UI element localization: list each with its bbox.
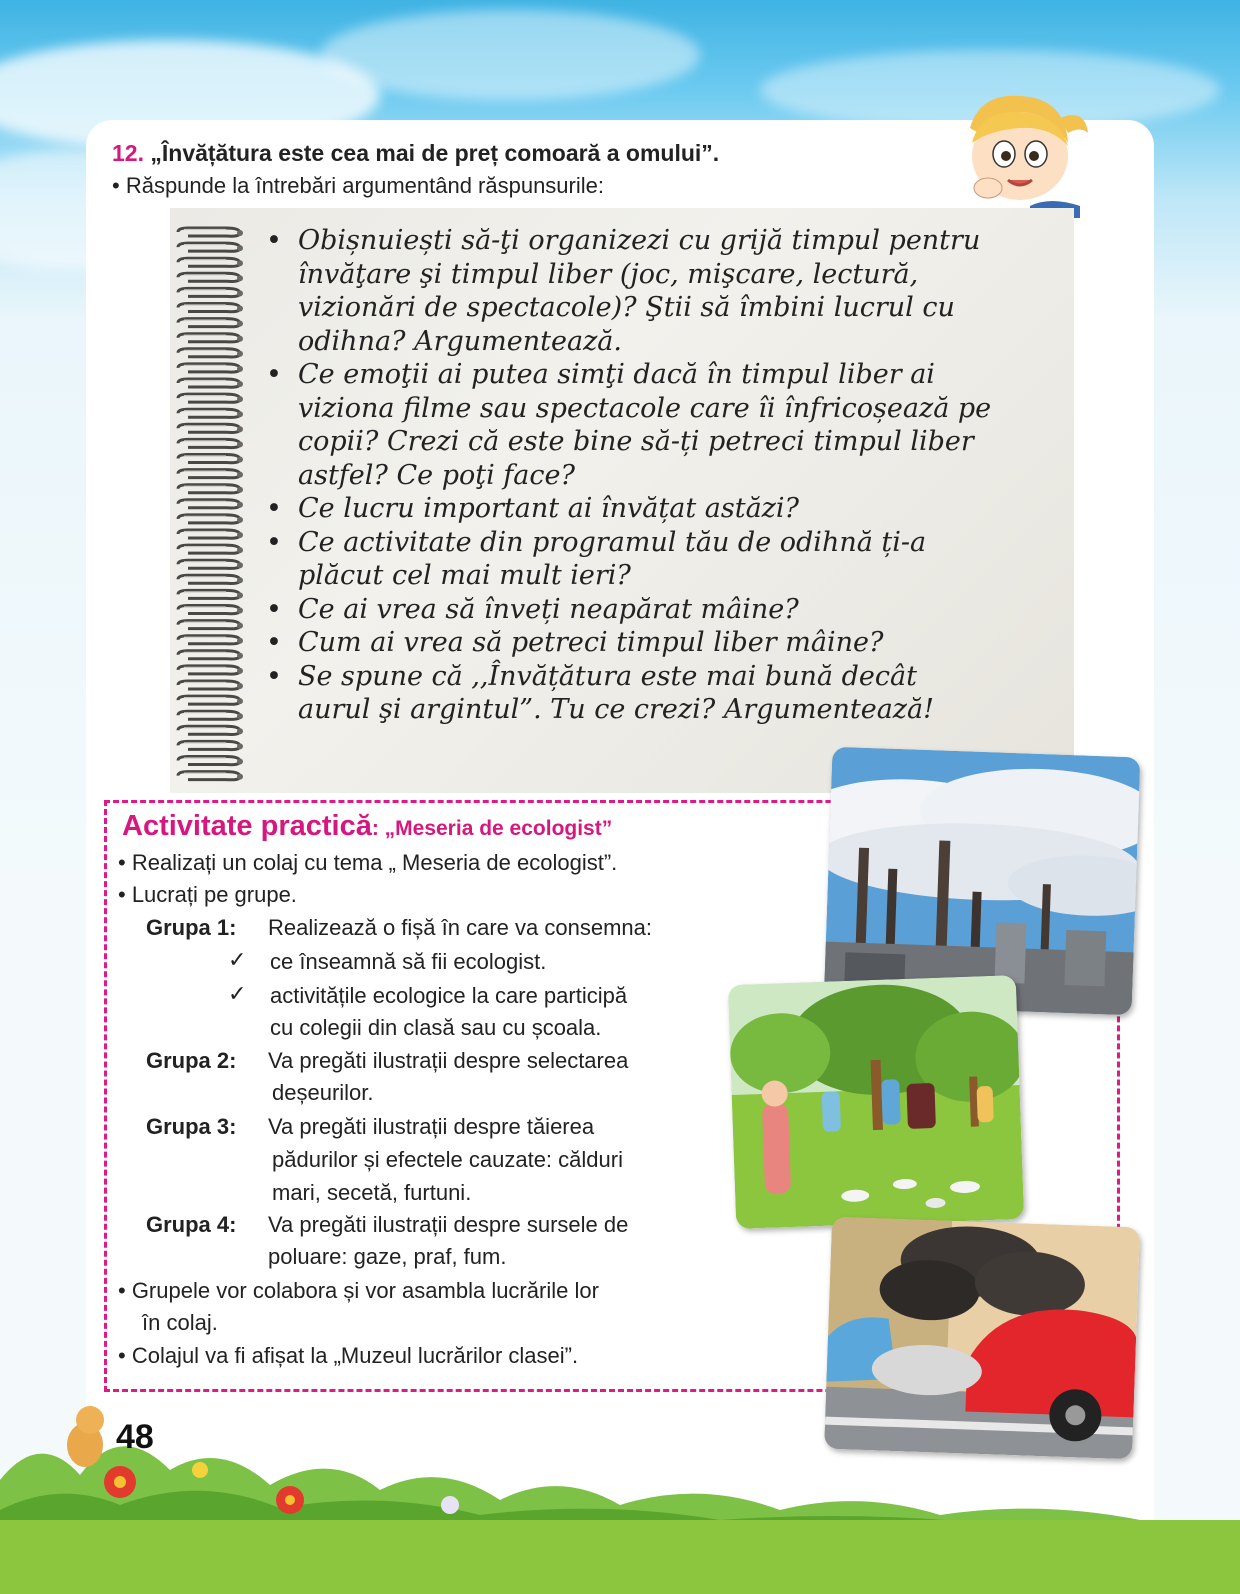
- activity-bullet: • Grupele vor colabora și vor asambla lucrările lor: [118, 1278, 599, 1303]
- spiral-ring: [178, 258, 243, 266]
- spiral-ring: [178, 424, 243, 432]
- spiral-ring: [178, 651, 243, 659]
- spiral-ring: [178, 560, 243, 568]
- check-text: ce înseamnă să fii ecologist.: [270, 949, 547, 974]
- group-text: mari, secetă, furtuni.: [272, 1180, 472, 1205]
- question-list: [262, 224, 1052, 727]
- children-cleaning-park-illustration: [728, 975, 1024, 1229]
- notebook-spiral: [174, 222, 250, 782]
- question-item: [262, 526, 1052, 593]
- group-text: Va pregăti ilustrații despre sursele de: [268, 1212, 629, 1237]
- spiral-ring: [178, 575, 243, 583]
- spiral-ring: [178, 666, 243, 674]
- spiral-ring: [178, 621, 243, 629]
- spiral-ring: [178, 349, 243, 357]
- footer-green-bar: [0, 1520, 1240, 1594]
- spiral-ring: [178, 409, 243, 417]
- activity-bullet: • Lucrați pe grupe.: [118, 882, 297, 907]
- spiral-ring: [178, 455, 243, 463]
- question-line: • Cum ai vrea să petreci timpul liber mâine?: [298, 627, 884, 658]
- question-item: [262, 224, 1052, 358]
- check-icon: ✓: [228, 947, 247, 972]
- exercise-instruction: • Răspunde la întrebări argumentând răspunsurile:: [112, 173, 604, 198]
- spiral-ring: [178, 243, 243, 251]
- activity-bullet: • Realizați un colaj cu tema „ Meseria de ecologist”.: [118, 850, 618, 875]
- spiral-ring: [178, 772, 243, 780]
- activity-title-sub: : „Meseria de ecologist”: [371, 817, 613, 840]
- exercise-number: 12.: [112, 140, 144, 166]
- question-line: aurul şi argintul”. Tu ce crezi? Argumentează!: [298, 694, 934, 725]
- question-item: [262, 593, 1052, 627]
- spiral-ring: [178, 485, 243, 493]
- group-label: Grupa 2:: [146, 1048, 237, 1073]
- group-label: Grupa 3:: [146, 1114, 237, 1139]
- question-line: odihna? Argumentează.: [298, 325, 622, 357]
- question-line: vizionări de spectacole)? Ştii să îmbini lucrul cu: [298, 292, 955, 323]
- check-text: activitățile ecologice la care participă: [270, 983, 628, 1008]
- cloud: [320, 10, 700, 100]
- spiral-ring: [178, 636, 243, 644]
- factory-pollution-photo: [824, 747, 1141, 1016]
- girl-illustration: [940, 88, 1090, 218]
- spiral-ring: [178, 439, 243, 447]
- group-label: Grupa 1:: [146, 915, 237, 940]
- spiral-ring: [178, 590, 243, 598]
- spiral-ring: [178, 741, 243, 749]
- spiral-ring: [178, 711, 243, 719]
- check-icon: ✓: [228, 981, 247, 1006]
- question-line: • Ce activitate din programul tău de odihnă ți-a: [298, 526, 927, 558]
- spiral-ring: [178, 379, 243, 387]
- spiral-ring: [178, 757, 243, 765]
- question-line: copii? Crezi că este bine să-ți petreci timpul liber: [298, 426, 974, 457]
- question-item: [262, 660, 1052, 727]
- activity-bullet: • Colajul va fi afișat la „Muzeul lucrărilor clasei”.: [118, 1343, 579, 1368]
- spiral-ring: [178, 545, 243, 553]
- spiral-ring: [178, 364, 243, 372]
- question-line: • Obișnuiești să-ţi organizezi cu grijă timpul pentru: [298, 225, 981, 256]
- group-text: pădurilor și efectele cauzate: călduri: [272, 1147, 623, 1172]
- group-text: Va pregăti ilustrații despre selectarea: [268, 1048, 629, 1073]
- question-item: [262, 492, 1052, 526]
- question-item: [262, 358, 1052, 492]
- group-text: Va pregăti ilustrații despre tăierea: [268, 1114, 595, 1139]
- spiral-ring: [178, 470, 243, 478]
- question-line: învăţare şi timpul liber (joc, mişcare, lectură,: [298, 258, 919, 290]
- exercise-heading: „Învățătura este cea mai de preț comoară a omului”.: [150, 140, 720, 166]
- group-text: deșeurilor.: [272, 1080, 374, 1105]
- page-number: 48: [116, 1418, 154, 1456]
- group-text: poluare: gaze, praf, fum.: [268, 1244, 507, 1269]
- spiral-ring: [178, 228, 243, 236]
- spiral-ring: [178, 334, 243, 342]
- spiral-ring: [178, 304, 243, 312]
- check-text: cu colegii din clasă sau cu școala.: [270, 1015, 602, 1040]
- spiral-ring: [178, 681, 243, 689]
- exercise-title: [112, 140, 719, 167]
- question-line: astfel? Ce poţi face?: [298, 459, 575, 491]
- group-text: Realizează o fișă în care va consemna:: [268, 915, 652, 940]
- question-line: viziona filme sau spectacole care îi înfricoșează pe: [298, 392, 992, 424]
- spiral-ring: [178, 530, 243, 538]
- activity-title-main: Activitate practică: [122, 810, 372, 842]
- question-item: [262, 626, 1052, 660]
- question-line: • Ce lucru important ai învățat astăzi?: [298, 493, 800, 524]
- activity-title: [122, 810, 612, 843]
- spiral-ring: [178, 606, 243, 614]
- question-line: plăcut cel mai mult ieri?: [298, 560, 631, 591]
- spiral-ring: [178, 696, 243, 704]
- spiral-ring: [178, 394, 243, 402]
- question-line: • Ce ai vrea să înveți neapărat mâine?: [298, 593, 799, 625]
- group-label: Grupa 4:: [146, 1212, 237, 1237]
- question-line: • Se spune că ,,Învățătura este mai bună decât: [298, 660, 917, 692]
- spiral-ring: [178, 319, 243, 327]
- spiral-ring: [178, 515, 243, 523]
- spiral-ring: [178, 273, 243, 281]
- spiral-ring: [178, 726, 243, 734]
- activity-bullet: în colaj.: [142, 1310, 218, 1335]
- spiral-ring: [178, 288, 243, 296]
- question-line: • Ce emoţii ai putea simţi dacă în timpul liber ai: [298, 359, 935, 390]
- spiral-ring: [178, 500, 243, 508]
